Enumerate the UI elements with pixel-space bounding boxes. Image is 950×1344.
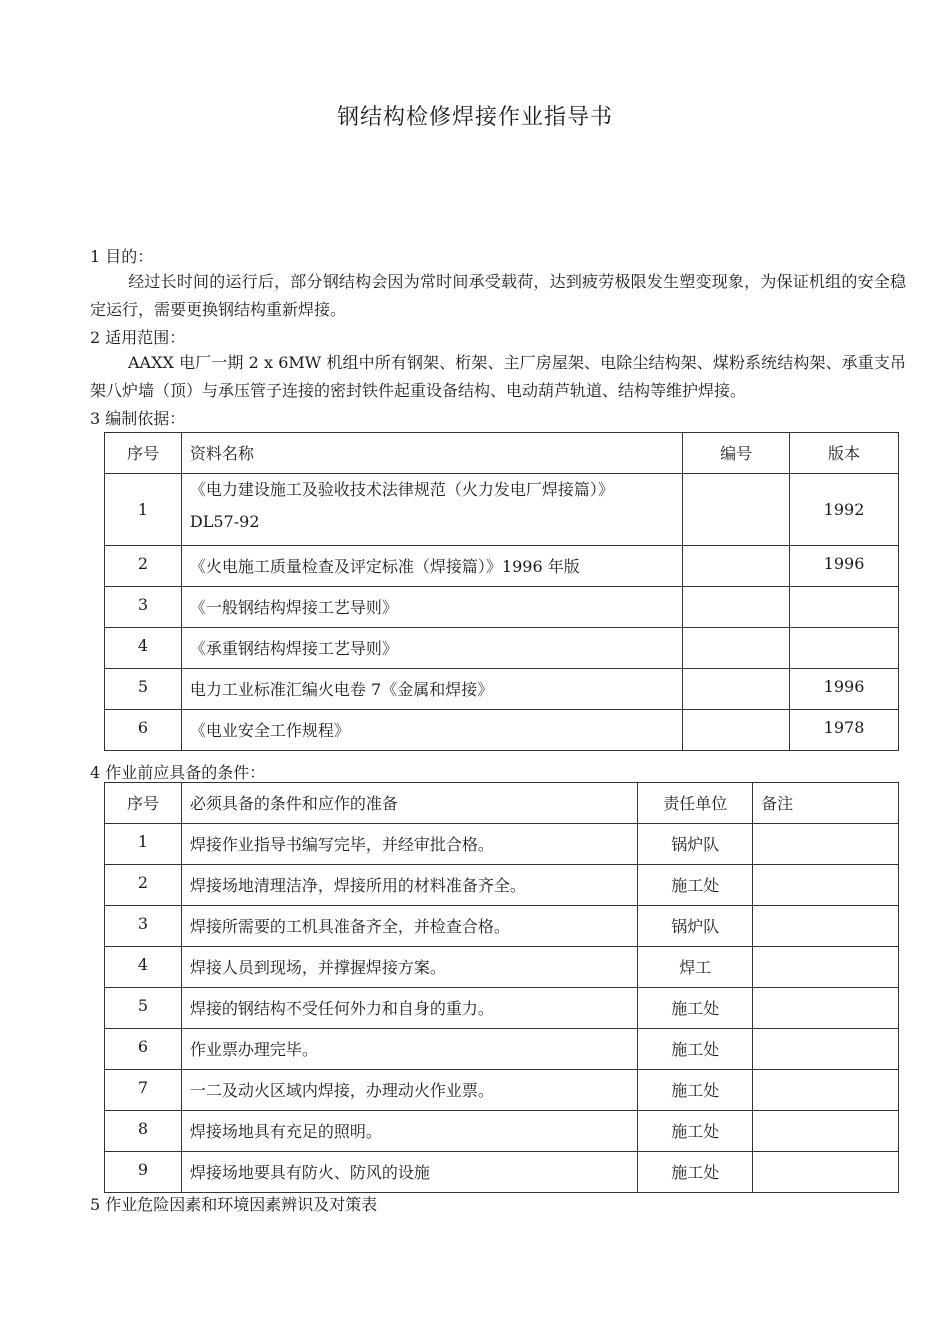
cond-header-no: 序号	[105, 783, 182, 824]
ref-row-version: 1996	[790, 546, 899, 587]
ref-header-no: 序号	[105, 433, 182, 474]
conditions-table-header	[105, 783, 899, 824]
cond-row-note	[753, 865, 899, 906]
ref-row-code	[683, 628, 790, 669]
table-row	[105, 865, 899, 906]
ref-row-version	[790, 628, 899, 669]
cond-header-condition: 必须具备的条件和应作的准备	[181, 783, 637, 824]
cond-row-condition: 焊接场地要具有防火、防风的设施	[181, 1152, 637, 1193]
cond-row-unit: 施工处	[638, 1070, 753, 1111]
ref-row-name	[181, 474, 682, 546]
ref-row-code	[683, 546, 790, 587]
cond-row-note	[753, 824, 899, 865]
section-4-heading: 4 作业前应具备的条件：	[90, 763, 266, 782]
cond-row-note	[753, 906, 899, 947]
cond-row-unit: 施工处	[638, 1029, 753, 1070]
ref-row-version: 1996	[790, 669, 899, 710]
ref-row-name: 《一般钢结构焊接工艺导则》	[181, 587, 682, 628]
cond-row-no: 5	[105, 988, 182, 1029]
ref-row-version: 1978	[790, 710, 899, 751]
cond-row-condition: 作业票办理完毕。	[181, 1029, 637, 1070]
ref-row-code	[683, 710, 790, 751]
section-3-heading: 3 编制依据：	[90, 409, 186, 428]
table-row	[105, 587, 899, 628]
section-5-heading: 5 作业危险因素和环境因素辨识及对策表	[90, 1195, 378, 1214]
table-row	[105, 947, 899, 988]
table-row	[105, 710, 899, 751]
ref-row-no: 5	[105, 669, 182, 710]
ref-row-name: 电力工业标准汇编火电卷 7《金属和焊接》	[181, 669, 682, 710]
cond-row-no: 1	[105, 824, 182, 865]
ref-row-code	[683, 669, 790, 710]
section-2-heading: 2 适用范围：	[90, 328, 186, 347]
table-row	[105, 906, 899, 947]
table-row	[105, 669, 899, 710]
table-row	[105, 628, 899, 669]
ref-row-name: 《承重钢结构焊接工艺导则》	[181, 628, 682, 669]
cond-row-condition: 焊接所需要的工机具准备齐全，并检查合格。	[181, 906, 637, 947]
cond-row-no: 3	[105, 906, 182, 947]
reference-table-header	[105, 433, 899, 474]
table-row	[105, 988, 899, 1029]
ref-row-version	[790, 587, 899, 628]
cond-row-note	[753, 1029, 899, 1070]
ref-header-code: 编号	[683, 433, 790, 474]
cond-row-unit: 施工处	[638, 988, 753, 1029]
cond-row-unit: 施工处	[638, 1111, 753, 1152]
cond-row-no: 2	[105, 865, 182, 906]
ref-row-name: 《火电施工质量检查及评定标准（焊接篇）》1996 年版	[181, 546, 682, 587]
cond-row-condition: 焊接的钢结构不受任何外力和自身的重力。	[181, 988, 637, 1029]
cond-row-no: 4	[105, 947, 182, 988]
ref-row-code	[683, 474, 790, 546]
cond-row-unit: 锅炉队	[638, 824, 753, 865]
cond-row-condition: 一二及动火区域内焊接，办理动火作业票。	[181, 1070, 637, 1111]
ref-header-name: 资料名称	[181, 433, 682, 474]
table-row	[105, 474, 899, 546]
ref-row-name-line2: DL57-92	[189, 512, 260, 531]
cond-row-condition: 焊接场地清理洁净，焊接所用的材料准备齐全。	[181, 865, 637, 906]
table-row	[105, 1029, 899, 1070]
ref-header-version: 版本	[790, 433, 899, 474]
cond-row-no: 9	[105, 1152, 182, 1193]
table-row	[105, 1070, 899, 1111]
cond-row-note	[753, 1152, 899, 1193]
ref-row-no: 6	[105, 710, 182, 751]
table-row	[105, 1152, 899, 1193]
section-1-text	[90, 268, 906, 324]
cond-row-no: 8	[105, 1111, 182, 1152]
table-row	[105, 824, 899, 865]
ref-row-no: 3	[105, 587, 182, 628]
cond-header-unit: 责任单位	[638, 783, 753, 824]
cond-header-note: 备注	[753, 783, 899, 824]
document-title: 钢结构检修焊接作业指导书	[336, 105, 613, 130]
cond-row-no: 6	[105, 1029, 182, 1070]
cond-row-condition: 焊接人员到现场，并撑握焊接方案。	[181, 947, 637, 988]
ref-row-name-line1: 《电力建设施工及验收技术法律规范（火力发电厂焊接篇）》	[189, 480, 614, 499]
cond-row-note	[753, 1070, 899, 1111]
cond-row-note	[753, 988, 899, 1029]
cond-row-unit: 锅炉队	[638, 906, 753, 947]
ref-row-no: 1	[105, 474, 182, 546]
cond-row-unit: 焊工	[638, 947, 753, 988]
section-2-body: AAXX 电厂一期 2 x 6MW 机组中所有钢架、桁架、主厂房屋架、电除尘结构架、煤粉系统结构架、承重支吊架八炉墙（顶）与承压管子连接的密封铁件起重设备结构、电动葫芦轨道、结构等维护焊接。	[90, 353, 906, 400]
section-1-heading: 1 目的：	[90, 247, 154, 266]
cond-row-condition: 焊接场地具有充足的照明。	[181, 1111, 637, 1152]
cond-row-note	[753, 947, 899, 988]
section-2-text	[90, 349, 906, 405]
cond-row-note	[753, 1111, 899, 1152]
section-1-body: 经过长时间的运行后，部分钢结构会因为常时间承受载荷，达到疲劳极限发生塑变现象，为保证机组的安全稳定运行，需要更换钢结构重新焊接。	[90, 272, 906, 319]
ref-row-version: 1992	[790, 474, 899, 546]
table-row	[105, 546, 899, 587]
reference-table	[104, 432, 899, 751]
conditions-table	[104, 782, 899, 1193]
ref-row-no: 2	[105, 546, 182, 587]
ref-row-code	[683, 587, 790, 628]
ref-row-name: 《电业安全工作规程》	[181, 710, 682, 751]
ref-row-no: 4	[105, 628, 182, 669]
table-row	[105, 1111, 899, 1152]
cond-row-unit: 施工处	[638, 865, 753, 906]
cond-row-condition: 焊接作业指导书编写完毕，并经审批合格。	[181, 824, 637, 865]
cond-row-unit: 施工处	[638, 1152, 753, 1193]
cond-row-no: 7	[105, 1070, 182, 1111]
